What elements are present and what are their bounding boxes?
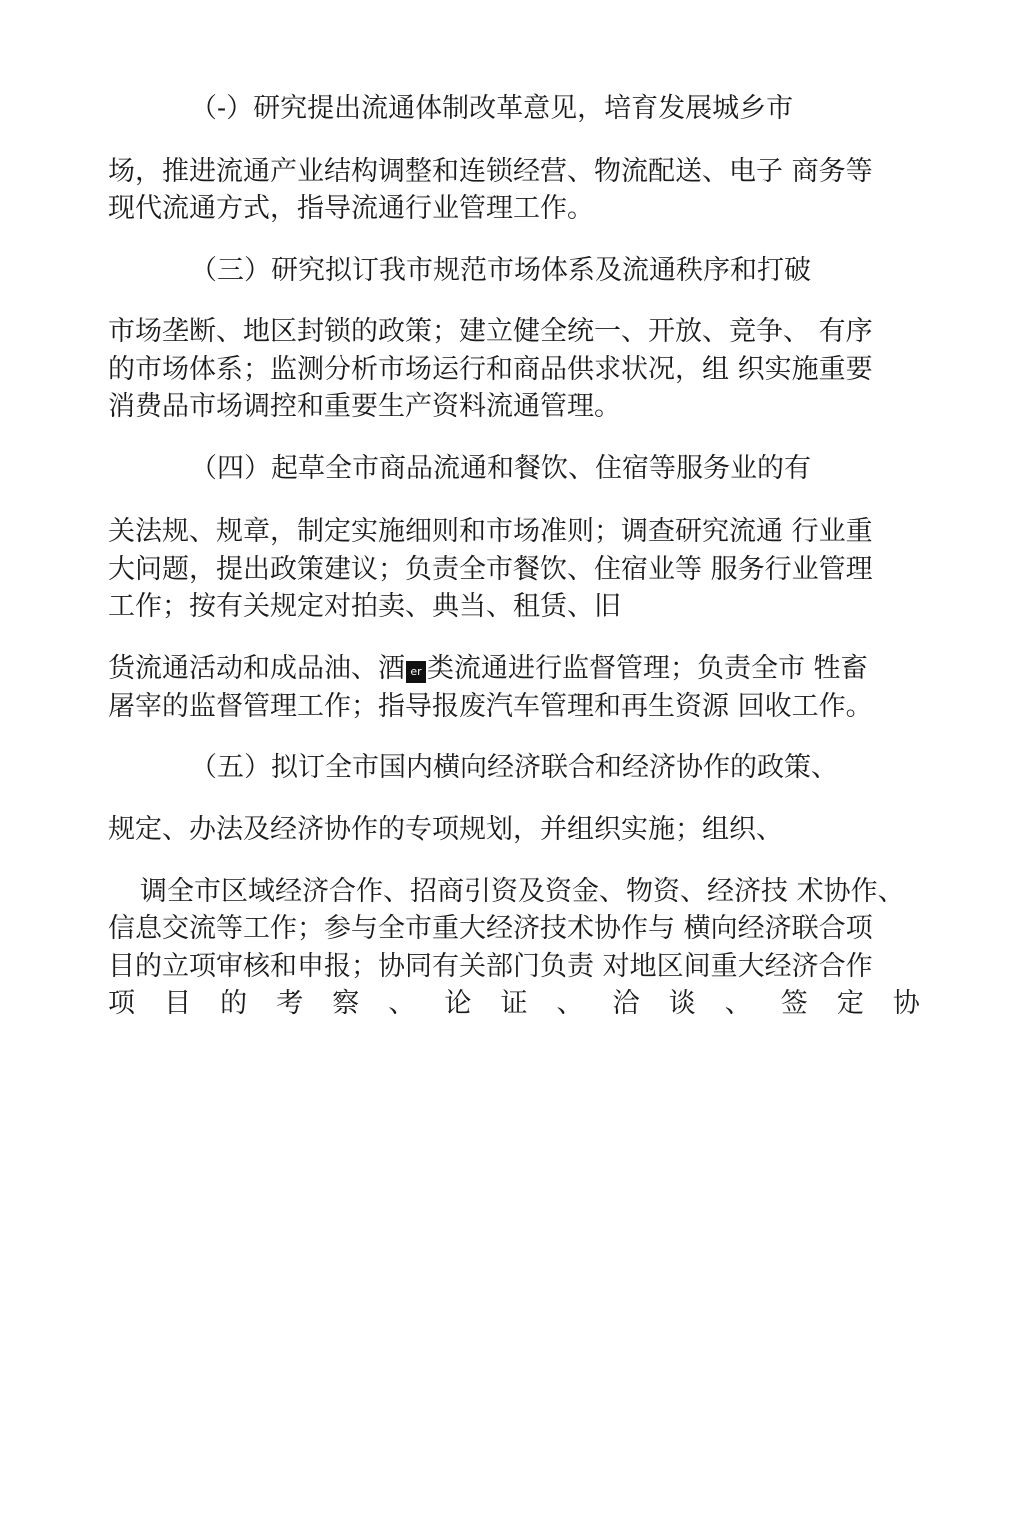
spread-char: 谈 xyxy=(668,988,696,1019)
para-2-line-1: （三）研究拟订我市规范市场体系及流通秩序和打破 xyxy=(190,255,811,286)
para-3-line-3: 大问题，提出政策建议；负责全市餐饮、住宿业等 服务行业管理 xyxy=(108,554,873,585)
spread-char: 洽 xyxy=(612,988,640,1019)
para-4-line-1-part-a: 货流通活动和成品油、酒 xyxy=(108,653,405,684)
spread-char: 、 xyxy=(556,988,584,1019)
spread-char: 协 xyxy=(892,988,920,1019)
garbled-glyph-icon: er xyxy=(406,661,426,683)
para-4-line-1-part-b: 类流通进行监督管理；负责全市 牲畜 xyxy=(427,653,868,684)
spread-char: 考 xyxy=(276,988,304,1019)
spread-char: 、 xyxy=(388,988,416,1019)
para-6-line-2: 信息交流等工作；参与全市重大经济技术协作与 横向经济联合项 xyxy=(108,913,873,944)
para-2-line-3: 的市场体系；监测分析市场运行和商品供求状况，组 织实施重要 xyxy=(108,354,873,385)
para-6-line-4 xyxy=(108,985,920,1023)
spread-char: 察 xyxy=(332,988,360,1019)
para-5-line-1: （五）拟订全市国内横向经济联合和经济协作的政策、 xyxy=(190,752,838,783)
spread-char: 定 xyxy=(836,988,864,1019)
para-1-line-2: 场，推进流通产业结构调整和连锁经营、物流配送、电子 商务等 xyxy=(108,156,873,187)
para-3-line-4: 工作；按有关规定对拍卖、典当、租赁、旧 xyxy=(108,591,621,622)
spread-char: 签 xyxy=(780,988,808,1019)
spread-char: 目 xyxy=(164,988,192,1019)
para-6-line-3: 目的立项审核和申报；协同有关部门负责 对地区间重大经济合作 xyxy=(108,951,873,982)
para-2-line-4: 消费品市场调控和重要生产资料流通管理。 xyxy=(108,391,621,422)
para-5-line-2: 规定、办法及经济协作的专项规划，并组织实施；组织、 xyxy=(108,814,783,845)
para-1-line-3: 现代流通方式，指导流通行业管理工作。 xyxy=(108,193,594,224)
spread-char: 证 xyxy=(500,988,528,1019)
para-4-line-1 xyxy=(108,650,928,688)
spread-char: 项 xyxy=(108,988,135,1019)
spread-char: 论 xyxy=(444,988,472,1019)
para-3-line-2: 关法规、规章，制定实施细则和市场准则；调查研究流通 行业重 xyxy=(108,516,873,547)
para-6-line-1: 调全市区域经济合作、招商引资及资金、物资、经济技 术协作、 xyxy=(140,876,905,907)
spread-char: 的 xyxy=(220,988,248,1019)
spread-char: 、 xyxy=(724,988,752,1019)
para-1-line-1: （-）研究提出流通体制改革意见，培育发展城乡市 xyxy=(190,93,794,124)
para-2-line-2: 市场垄断、地区封锁的政策；建立健全统一、开放、竞争、 有序 xyxy=(108,316,873,347)
para-3-line-1: （四）起草全市商品流通和餐饮、住宿等服务业的有 xyxy=(190,453,811,484)
para-4-line-2: 屠宰的监督管理工作；指导报废汽车管理和再生资源 回收工作。 xyxy=(108,691,873,722)
